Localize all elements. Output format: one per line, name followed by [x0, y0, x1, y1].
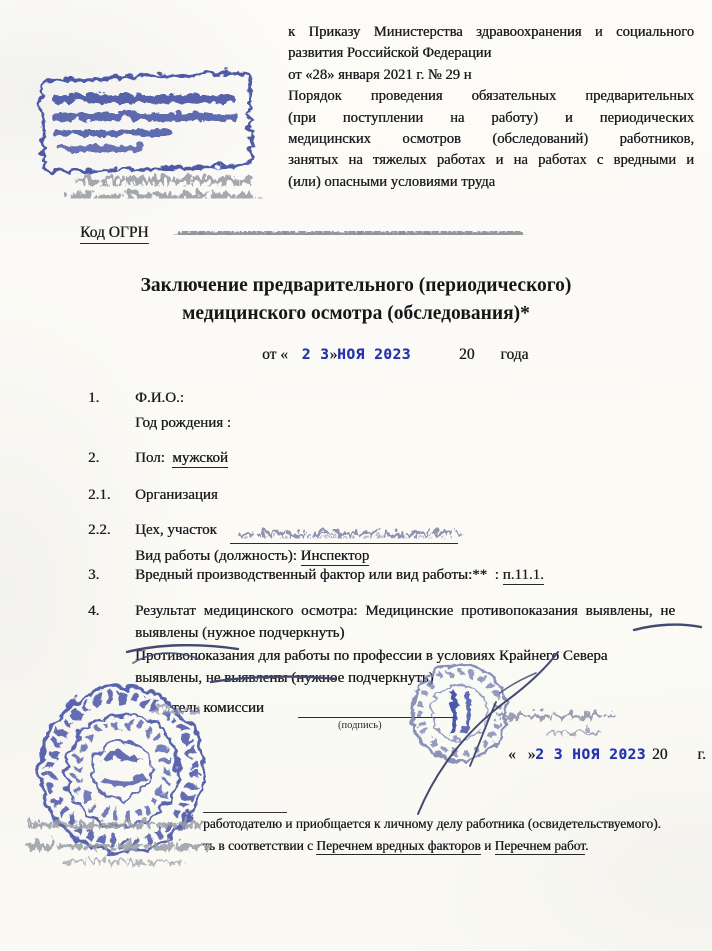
organization-value-redacted [244, 474, 364, 518]
pen-signature-stroke [418, 652, 558, 814]
item2-sex [135, 450, 228, 467]
sex-label: Пол: [135, 450, 165, 466]
date-stamp-day: 2 3 [301, 347, 330, 363]
item1-number: 1. [88, 390, 100, 406]
round-stamp-large [14, 660, 234, 875]
appendix-line: к Приказу Министерства здравоохранения и социального [288, 24, 694, 40]
appendix-line: от «28» января 2021 г. № 29 н [288, 66, 472, 83]
footnote-line2 [203, 838, 588, 854]
pen-underline-ne [634, 625, 701, 630]
bottom-date-year: 20 [652, 746, 668, 763]
item1-fio-label: Ф.И.О.: [135, 390, 184, 406]
hazard-value: п.11.1. [502, 567, 544, 583]
hazard-label: Вредный производственный фактор или вид работы:** [135, 567, 488, 583]
appendix-line: Порядок проведения обязательных предварительных [288, 88, 694, 105]
date-prefix: от « [262, 346, 288, 363]
item22-number: 2.2. [88, 522, 111, 538]
job-value: Инспектор [300, 548, 370, 564]
date-year-prefix: 20 [459, 346, 475, 363]
north-contraindications-line1: Противопоказания для работы по профессии в условиях Крайнего Севера [135, 648, 608, 664]
item21-number: 2.1. [88, 487, 111, 503]
item22-workshop-label: Цех, участок [135, 522, 217, 538]
item2-number: 2. [88, 450, 100, 466]
job-label: Вид работы (должность): [135, 548, 297, 564]
footnote-left-scribbles [24, 820, 206, 858]
footnote-hazard-list-ref: Перечнем вредных факторов [316, 838, 481, 853]
appendix-reference [288, 22, 694, 193]
item4-number: 4. [88, 603, 100, 619]
appendix-line: занятых на тяжелых работах и на работах с вредными и [288, 152, 694, 169]
date-stamp-month-year: НОЯ 2023 [337, 347, 412, 363]
north-contraindications-line2 [135, 670, 434, 687]
result-line1: Результат медицинского осмотра: Медицинские противопоказания выявлены, не [135, 603, 675, 619]
committee-chairman-label: тель комиссии [172, 700, 264, 716]
bottom-date-stamp: 2 3 НОЯ 2023 [535, 747, 647, 763]
north-marked-words: не выявлены [205, 670, 288, 686]
appendix-line: развития Российской Федерации [288, 45, 492, 62]
dob-value-redacted [246, 406, 376, 444]
footnote-rule [203, 812, 287, 813]
signature-caption: (подпись) [338, 720, 382, 731]
document-date-line [262, 346, 528, 364]
north-start: выявлены, [135, 670, 202, 686]
appendix-line: (или) опасными условиями труда [288, 173, 496, 190]
signature-line [298, 699, 456, 718]
appendix-line: (при поступлении на работу) и периодических [288, 109, 694, 126]
organization-stamp [18, 58, 278, 208]
bottom-date-close-quote: » [527, 746, 536, 763]
workshop-underline [230, 543, 458, 544]
date-year-suffix: года [500, 346, 529, 363]
document-title-line1: Заключение предварительного (периодического) [140, 275, 572, 296]
bottom-date-suffix: г. [697, 746, 706, 763]
footnote-period: . [585, 838, 589, 853]
dob-label: Год рождения : [135, 415, 231, 431]
ogrn-label: Код ОГРН [80, 224, 149, 244]
fio-value-redacted [188, 384, 438, 418]
footnote-line1: работодателю и приобщается к личному делу работника (освидетельствуемого). [203, 816, 661, 831]
sex-value: мужской [172, 450, 228, 466]
hazard-separator: : [494, 567, 499, 583]
item3-number: 3. [88, 567, 100, 583]
appendix-line: медицинских осмотров (обследований) работников, [288, 131, 694, 148]
item3-hazard-row [135, 567, 544, 584]
job-row [135, 548, 369, 565]
north-rest: (нужное подчеркнуть) [291, 670, 434, 686]
footnote-conjunction: и [484, 838, 492, 853]
bottom-date-open-quote: « [508, 746, 516, 763]
date-close-quote: » [329, 346, 338, 363]
ogrn-value-redacted [165, 204, 530, 262]
footnote-line2-prefix: ть в соответствии с [203, 838, 313, 853]
document-title-line2: медицинского осмотра (обследования)* [182, 303, 530, 324]
item21-organization-label: Организация [135, 487, 218, 503]
bottom-date-line [508, 746, 706, 764]
document-title [76, 272, 636, 328]
footnote-work-list-ref: Перечнем работ [494, 838, 586, 853]
result-line2: выявлены (нужное подчеркнуть) [135, 625, 345, 641]
